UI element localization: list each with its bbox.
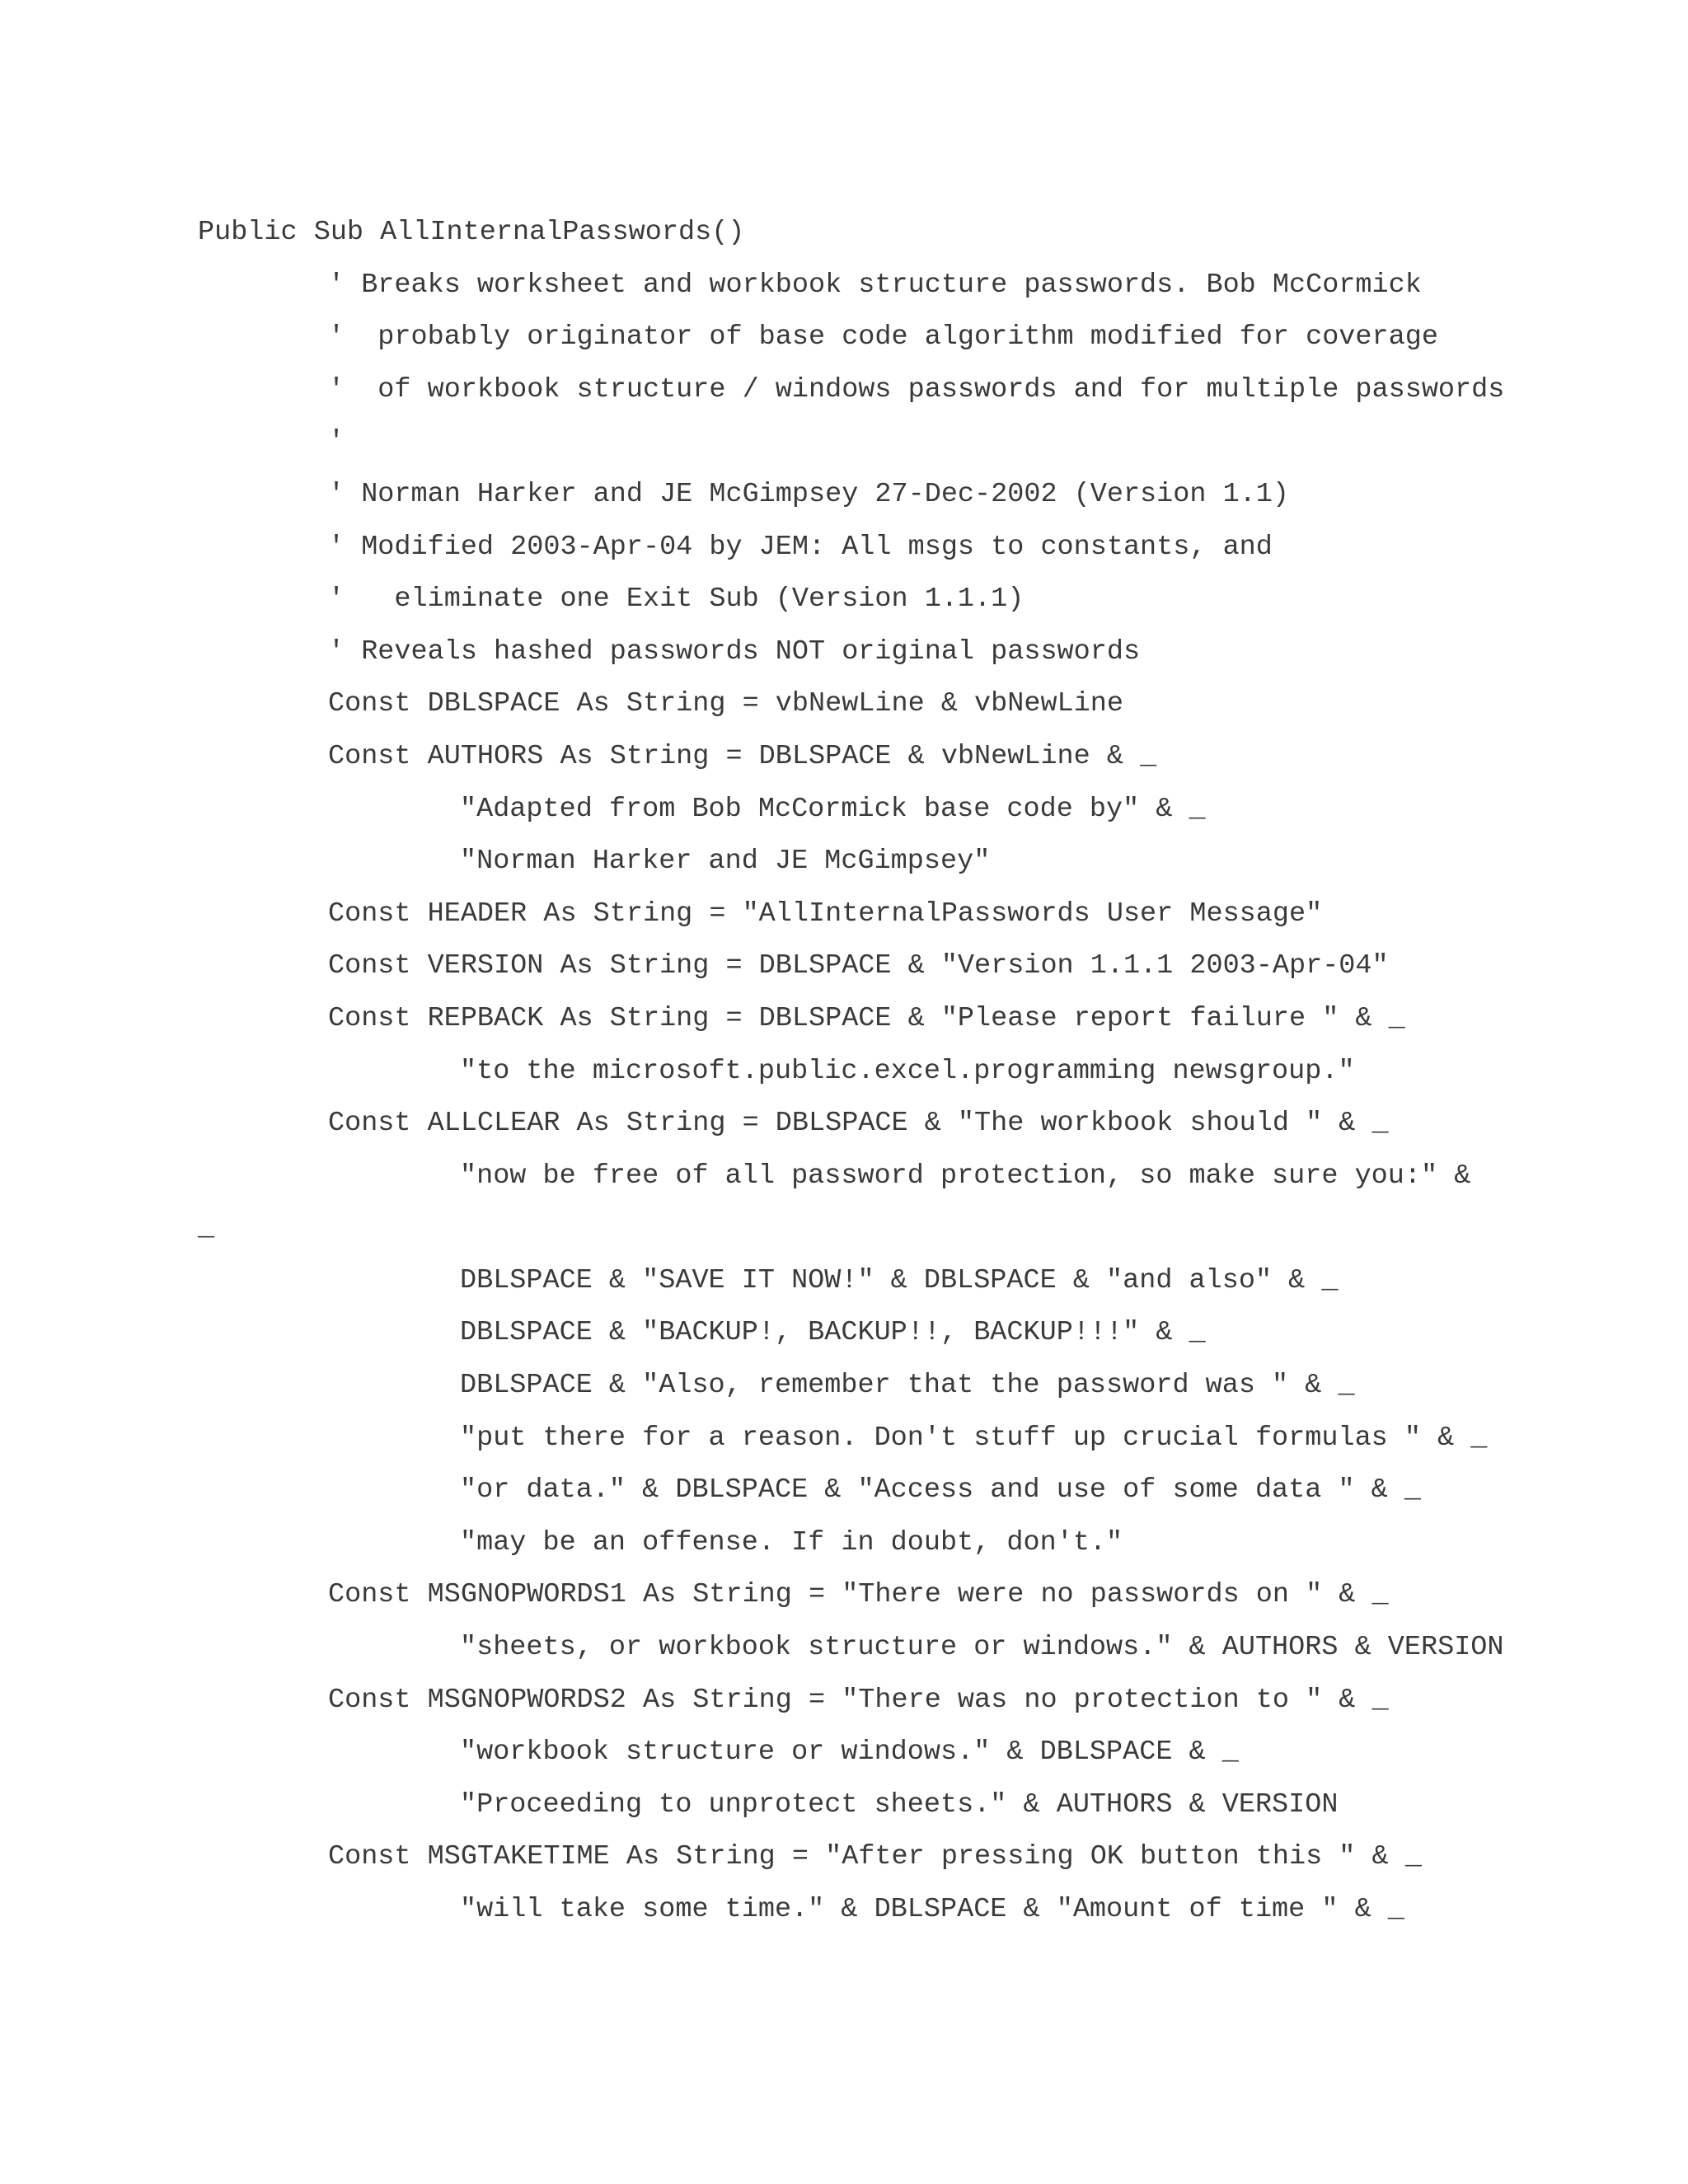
code-line: "or data." & DBLSPACE & "Access and use of some data " & _: [460, 1474, 1421, 1507]
code-line: Const DBLSPACE As String = vbNewLine & vbNewLine: [328, 688, 1123, 720]
code-line: Const MSGNOPWORDS1 As String = "There were no passwords on " & _: [328, 1579, 1389, 1611]
code-line: Const MSGNOPWORDS2 As String = "There was no protection to " & _: [328, 1684, 1389, 1716]
code-line: ' Modified 2003-Apr-04 by JEM: All msgs to constants, and: [328, 531, 1273, 563]
code-line: "will take some time." & DBLSPACE & "Amount of time " & _: [460, 1894, 1404, 1925]
code-line: ' Breaks worksheet and workbook structure passwords. Bob McCormick: [328, 269, 1422, 301]
code-line: "sheets, or workbook structure or windows." & AUTHORS & VERSION: [460, 1632, 1504, 1664]
code-line: Const AUTHORS As String = DBLSPACE & vbNewLine & _: [328, 740, 1157, 772]
code-line: "Adapted from Bob McCormick base code by" & _: [460, 793, 1206, 825]
code-line: "to the microsoft.public.excel.programming newsgroup.": [460, 1055, 1355, 1087]
code-line: _: [198, 1212, 215, 1244]
code-line: Const VERSION As String = DBLSPACE & "Version 1.1.1 2003-Apr-04": [328, 950, 1389, 982]
code-line: ' of workbook structure / windows passwords and for multiple passwords: [328, 373, 1505, 405]
code-line: DBLSPACE & "Also, remember that the password was " & _: [460, 1370, 1355, 1402]
code-line: Const REPBACK As String = DBLSPACE & "Please report failure " & _: [328, 1002, 1405, 1034]
code-line: ': [328, 426, 345, 458]
code-line: "Proceeding to unprotect sheets." & AUTHORS & VERSION: [460, 1788, 1339, 1821]
code-line: "put there for a reason. Don't stuff up crucial formulas " & _: [460, 1422, 1488, 1454]
code-line: "Norman Harker and JE McGimpsey": [460, 846, 991, 878]
code-line: "now be free of all password protection, so make sure you:" &: [460, 1160, 1471, 1192]
code-line: ' Norman Harker and JE McGimpsey 27-Dec-2002 (Version 1.1): [328, 478, 1289, 510]
code-line: DBLSPACE & "SAVE IT NOW!" & DBLSPACE & "and also" & _: [460, 1264, 1339, 1296]
code-line: Const HEADER As String = "AllInternalPasswords User Message": [328, 898, 1323, 930]
code-line: ' Reveals hashed passwords NOT original passwords: [328, 635, 1141, 668]
code-line: ' eliminate one Exit Sub (Version 1.1.1): [328, 583, 1025, 616]
code-listing: [198, 216, 1504, 1946]
code-line: "may be an offense. If in doubt, don't.": [460, 1526, 1123, 1558]
code-line: Public Sub AllInternalPasswords(): [198, 217, 745, 248]
code-line: ' probably originator of base code algorithm modified for coverage: [328, 321, 1438, 354]
code-line: Const MSGTAKETIME As String = "After pressing OK button this " & _: [328, 1841, 1422, 1873]
code-line: "workbook structure or windows." & DBLSPACE & _: [460, 1736, 1239, 1769]
code-line: DBLSPACE & "BACKUP!, BACKUP!!, BACKUP!!!" & _: [460, 1317, 1206, 1349]
code-line: Const ALLCLEAR As String = DBLSPACE & "The workbook should " & _: [328, 1108, 1389, 1140]
